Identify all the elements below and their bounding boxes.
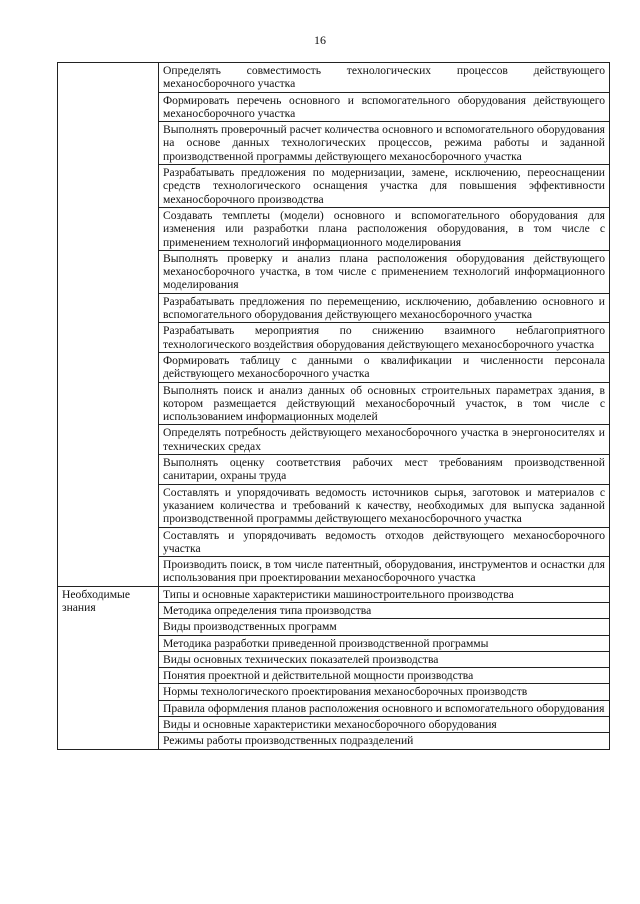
- knowledge-item: Методика определения типа производства: [159, 602, 610, 618]
- action-item: Выполнять оценку соответствия рабочих мест требованиям производственной санитарии, охраны труда: [159, 455, 610, 485]
- action-item: Создавать темплеты (модели) основного и вспомогательного оборудования для изменения или разработки плана расположения оборудования, в том числе с применением технологий информационного моделирования: [159, 207, 610, 250]
- knowledge-item: Методика разработки приведенной производственной программы: [159, 635, 610, 651]
- action-item: Определять совместимость технологических процессов действующего механосборочного участка: [159, 63, 610, 93]
- action-item: Разрабатывать предложения по модернизации, замене, исключению, переоснащении средств технологического оснащения участка для повышения эффективности механосборочного производства: [159, 165, 610, 208]
- table-row: [58, 63, 610, 93]
- action-item: Выполнять проверку и анализ плана расположения оборудования действующего механосборочного участка, в том числе с применением технологий информационного моделирования: [159, 250, 610, 293]
- action-item: Разрабатывать мероприятия по снижению взаимного неблагоприятного технологического воздействия оборудования действующего механосборочного участка: [159, 323, 610, 353]
- table-body: [58, 63, 610, 750]
- knowledge-item: Виды и основные характеристики механосборочного оборудования: [159, 717, 610, 733]
- action-item: Определять потребность действующего механосборочного участка в энергоносителях и технических средах: [159, 425, 610, 455]
- knowledge-item: Режимы работы производственных подразделений: [159, 733, 610, 749]
- action-item: Формировать перечень основного и вспомогательного оборудования действующего механосборочного участка: [159, 92, 610, 122]
- action-item: Составлять и упорядочивать ведомость отходов действующего механосборочного участка: [159, 527, 610, 557]
- page-number: 16: [314, 33, 326, 47]
- action-item: Формировать таблицу с данными о квалификации и численности персонала действующего механосборочного участка: [159, 352, 610, 382]
- knowledge-item: Виды производственных программ: [159, 619, 610, 635]
- knowledge-label-cell: Необходимые знания: [58, 586, 159, 749]
- knowledge-item: Правила оформления планов расположения основного и вспомогательного оборудования: [159, 700, 610, 716]
- action-item: Выполнять поиск и анализ данных об основных строительных параметрах здания, в котором размещается действующий механосборочный участок, в том числе с использованием информационных моделей: [159, 382, 610, 425]
- knowledge-item: Понятия проектной и действительной мощности производства: [159, 668, 610, 684]
- knowledge-item: Нормы технологического проектирования механосборочных производств: [159, 684, 610, 700]
- action-item: Разрабатывать предложения по перемещению, исключению, добавлению основного и вспомогательного оборудования действующего механосборочного участка: [159, 293, 610, 323]
- action-item: Производить поиск, в том числе патентный, оборудования, инструментов и оснастки для использования при проектировании механосборочного участка: [159, 557, 610, 587]
- actions-label-cell: [58, 63, 159, 587]
- action-item: Выполнять проверочный расчет количества основного и вспомогательного оборудования на основе данных технологических процессов, режима работы и заданной производственной программы действующего механосборочного участка: [159, 122, 610, 165]
- table-row: [58, 586, 610, 602]
- knowledge-item: Виды основных технических показателей производства: [159, 651, 610, 667]
- qualification-table: [57, 62, 610, 750]
- action-item: Составлять и упорядочивать ведомость источников сырья, заготовок и материалов с указанием количества и требований к качеству, необходимых для выпуска заданной производственной программы действующего механосборочного участка: [159, 484, 610, 527]
- knowledge-item: Типы и основные характеристики машиностроительного производства: [159, 586, 610, 602]
